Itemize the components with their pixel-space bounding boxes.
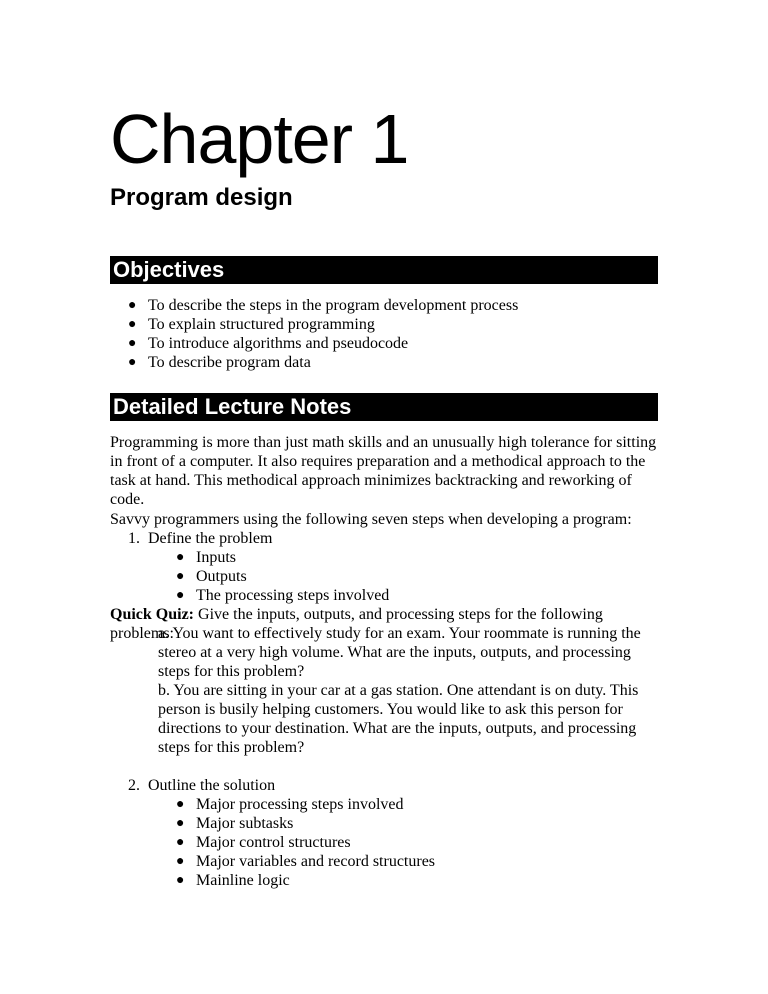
bullet-icon: ● xyxy=(176,873,185,888)
objectives-heading: Objectives xyxy=(110,256,658,284)
step-2 xyxy=(128,776,275,795)
list-item: ● Mainline logic xyxy=(176,872,290,889)
bullet-icon: ● xyxy=(176,835,185,850)
quiz-item-a: a. You want to effectively study for an exam. Your roommate is running the stereo at a very high volume. What are the inputs, outputs, and processing steps for this problem? xyxy=(158,625,641,680)
bullet-icon: ● xyxy=(128,298,137,313)
list-item: ● To explain structured programming xyxy=(128,316,375,333)
list-item: ● Major variables and record structures xyxy=(176,853,436,870)
step-1-list xyxy=(176,548,389,605)
bullet-icon: ● xyxy=(176,797,185,812)
steps-intro: Savvy programmers using the following seven steps when developing a program: xyxy=(110,511,632,528)
list-item: ● Outputs xyxy=(176,568,247,585)
chapter-title: Chapter 1 xyxy=(110,100,409,178)
quiz-item-b: b. You are sitting in your car at a gas station. One attendant is on duty. This person is busily helping customers. You would like to ask this person for directions to your destination. What are the inputs, outputs, and processing steps for this problem? xyxy=(158,682,639,756)
bullet-icon: ● xyxy=(128,317,137,332)
step-label: Define the problem xyxy=(148,530,273,547)
step-number: 2. xyxy=(128,777,140,794)
bullet-icon: ● xyxy=(176,550,185,565)
list-item: ● Inputs xyxy=(176,549,236,566)
intro-paragraph: Programming is more than just math skills and an unusually high tolerance for sitting in front of a computer. It also requires preparation and a methodical approach to the task at hand. This methodical approach minimizes backtracking and reworking of code. xyxy=(110,434,657,508)
bullet-icon: ● xyxy=(176,854,185,869)
bullet-icon: ● xyxy=(176,816,185,831)
list-item: ● To describe program data xyxy=(128,354,311,371)
bullet-icon: ● xyxy=(128,336,137,351)
list-item: ● Major processing steps involved xyxy=(176,796,404,813)
chapter-subtitle: Program design xyxy=(110,184,293,211)
list-item: ● To introduce algorithms and pseudocode xyxy=(128,335,409,352)
bullet-icon: ● xyxy=(128,355,137,370)
step-label: Outline the solution xyxy=(148,777,276,794)
bullet-icon: ● xyxy=(176,588,185,603)
step-2-list xyxy=(176,795,435,890)
list-item: ● Major subtasks xyxy=(176,815,294,832)
objectives-list xyxy=(128,296,518,372)
quick-quiz-text: Give the inputs, outputs, and processing steps for the following problems: xyxy=(110,606,603,642)
step-1 xyxy=(128,529,272,548)
bullet-icon: ● xyxy=(176,569,185,584)
quick-quiz-label: Quick Quiz: xyxy=(110,606,195,623)
lecture-notes-heading: Detailed Lecture Notes xyxy=(110,393,658,421)
step-number: 1. xyxy=(128,530,140,547)
list-item: ● Major control structures xyxy=(176,834,351,851)
list-item: ● To describe the steps in the program development process xyxy=(128,297,519,314)
list-item: ● The processing steps involved xyxy=(176,587,390,604)
